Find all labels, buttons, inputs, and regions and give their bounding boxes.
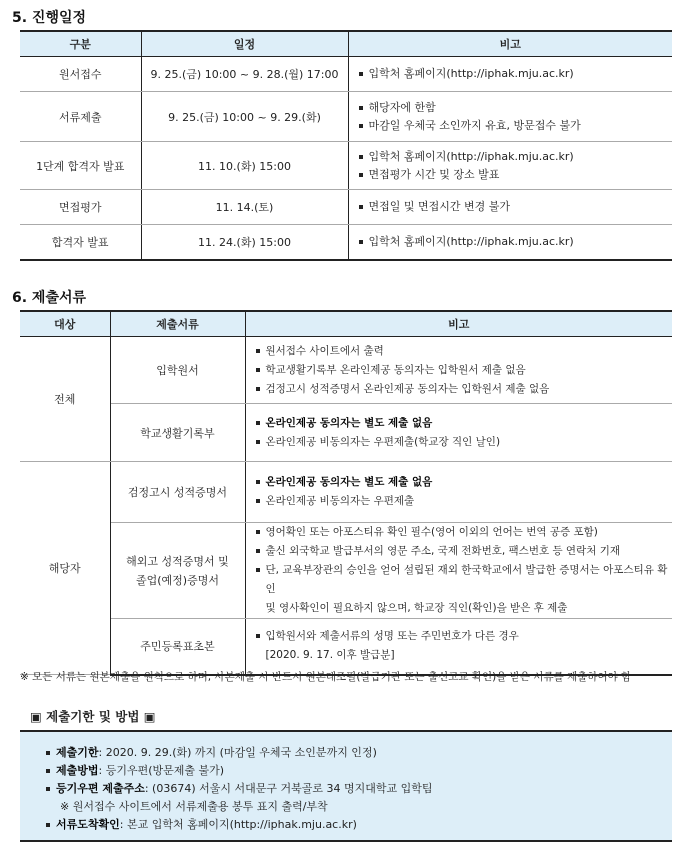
note-item: 입학원서와 제출서류의 성명 또는 주민번호가 다른 경우 — [256, 627, 673, 646]
submission-address — [46, 780, 672, 798]
submission-sep: : — [98, 746, 106, 759]
document-name: 학교생활기록부 — [110, 404, 245, 462]
documents-table — [20, 310, 672, 676]
header-category: 구분 — [20, 31, 141, 57]
schedule-notes — [348, 225, 672, 260]
table-row — [20, 57, 672, 92]
header-target: 대상 — [20, 311, 110, 337]
table-row — [20, 92, 672, 142]
note-item: 학교생활기록부 온라인제공 동의자는 입학원서 제출 없음 — [256, 361, 673, 380]
submission-text: 본교 입학처 홈페이지(http://iphak.mju.ac.kr) — [126, 818, 357, 831]
schedule-table — [20, 30, 672, 261]
submission-sub-note: ※ 원서접수 사이트에서 서류제출용 봉투 표지 출력/부착 — [60, 800, 328, 813]
table-row — [20, 225, 672, 260]
submission-label: 서류도착확인 — [56, 818, 120, 831]
submission-text: 등기우편(방문제출 불가) — [105, 764, 225, 777]
table-row — [20, 404, 672, 462]
documents-footnote: ※ 모든 서류는 원본제출을 원칙으로 하며, 사본제출 시 반드시 원본대조필(발급기관 또는 출신고교 확인)을 받은 서류를 제출하여야 함 — [20, 671, 632, 683]
document-name — [110, 523, 245, 619]
document-notes — [245, 462, 672, 523]
document-name: 주민등록표초본 — [110, 619, 245, 675]
schedule-item: 원서접수 — [20, 57, 141, 92]
note-item: 마감일 우체국 소인까지 유효, 방문접수 불가 — [359, 117, 673, 135]
submission-box — [20, 730, 672, 842]
submission-title: ▣ 제출기한 및 방법 ▣ — [30, 709, 156, 724]
note-item: 입학처 홈페이지(http://iphak.mju.ac.kr) — [359, 148, 673, 166]
submission-label: 제출방법 — [56, 764, 99, 777]
document-notes — [245, 337, 672, 404]
schedule-date: 9. 25.(금) 10:00 ~ 9. 29.(화) — [141, 92, 348, 142]
submission-arrival-check — [46, 816, 672, 834]
submission-label: 제출기한 — [56, 746, 99, 759]
submission-method — [46, 762, 672, 780]
table-row — [20, 619, 672, 675]
note-item: 온라인제공 동의자는 별도 제출 없음 — [256, 414, 673, 433]
schedule-item: 서류제출 — [20, 92, 141, 142]
table-row — [20, 523, 672, 619]
note-item: 온라인제공 비동의자는 우편제출(학교장 직인 날인) — [256, 433, 673, 452]
table-row — [20, 462, 672, 523]
note-item: 입학처 홈페이지(http://iphak.mju.ac.kr) — [359, 233, 673, 251]
header-document: 제출서류 — [110, 311, 245, 337]
table-row — [20, 142, 672, 190]
submission-sep: : — [98, 764, 106, 777]
document-name-line: 해외고 성적증명서 및 — [126, 555, 229, 568]
submission-sep: : — [119, 818, 127, 831]
note-item: 면접평가 시간 및 장소 발표 — [359, 166, 673, 184]
note-item: 및 영사확인이 필요하지 않으며, 학교장 직인(확인)을 받은 후 제출 — [265, 602, 568, 614]
submission-sep: : — [144, 782, 153, 795]
schedule-notes — [348, 142, 672, 190]
document-notes — [245, 619, 672, 675]
table-row — [20, 190, 672, 225]
submission-text: 2020. 9. 29.(화) 까지 (마감일 우체국 소인분까지 인정) — [105, 746, 377, 759]
submission-deadline — [46, 744, 672, 762]
header-date: 일정 — [141, 31, 348, 57]
note-item: 출신 외국학교 발급부서의 영문 주소, 국제 전화번호, 팩스번호 등 연락처 기재 — [256, 542, 673, 561]
note-item: 입학처 홈페이지(http://iphak.mju.ac.kr) — [359, 65, 673, 83]
document-name-line: 졸업(예정)증명서 — [136, 574, 219, 587]
schedule-notes — [348, 190, 672, 225]
schedule-date: 11. 10.(화) 15:00 — [141, 142, 348, 190]
document-name: 입학원서 — [110, 337, 245, 404]
target-all: 전체 — [20, 337, 110, 462]
note-item: 해당자에 한함 — [359, 99, 673, 117]
documents-title: 6. 제출서류 — [12, 290, 87, 306]
schedule-date: 11. 24.(화) 15:00 — [141, 225, 348, 260]
target-applicable: 해당자 — [20, 462, 110, 675]
schedule-notes — [348, 92, 672, 142]
document-notes — [245, 404, 672, 462]
note-item: 검정고시 성적증명서 온라인제공 동의자는 입학원서 제출 없음 — [256, 380, 673, 399]
table-row — [20, 337, 672, 404]
document-name: 검정고시 성적증명서 — [110, 462, 245, 523]
schedule-header-row — [20, 31, 672, 57]
submission-text: (03674) 서울시 서대문구 거북골로 34 명지대학교 입학팀 — [152, 782, 433, 795]
schedule-item: 1단계 합격자 발표 — [20, 142, 141, 190]
schedule-date: 11. 14.(토) — [141, 190, 348, 225]
schedule-date: 9. 25.(금) 10:00 ~ 9. 28.(월) 17:00 — [141, 57, 348, 92]
note-item: 온라인제공 비동의자는 우편제출 — [256, 492, 673, 511]
schedule-item: 면접평가 — [20, 190, 141, 225]
schedule-item: 합격자 발표 — [20, 225, 141, 260]
schedule-notes — [348, 57, 672, 92]
note-item: 면접일 및 면접시간 변경 불가 — [359, 198, 673, 216]
header-remarks: 비고 — [348, 31, 672, 57]
note-item: 온라인제공 동의자는 별도 제출 없음 — [256, 473, 673, 492]
note-item: 단, 교육부장관의 승인을 얻어 설립된 재외 한국학교에서 발급한 증명서는 아포스티유 확인 — [256, 561, 673, 599]
document-notes — [245, 523, 672, 619]
schedule-title: 5. 진행일정 — [12, 10, 87, 26]
submission-label: 등기우편 제출주소 — [56, 782, 145, 795]
note-item: 원서접수 사이트에서 출력 — [256, 342, 673, 361]
note-item: [2020. 9. 17. 이후 발급분] — [265, 649, 395, 662]
header-remarks: 비고 — [245, 311, 672, 337]
documents-header-row — [20, 311, 672, 337]
note-item: 영어확인 또는 아포스티유 확인 필수(영어 이외의 언어는 번역 공증 포함) — [256, 523, 673, 542]
